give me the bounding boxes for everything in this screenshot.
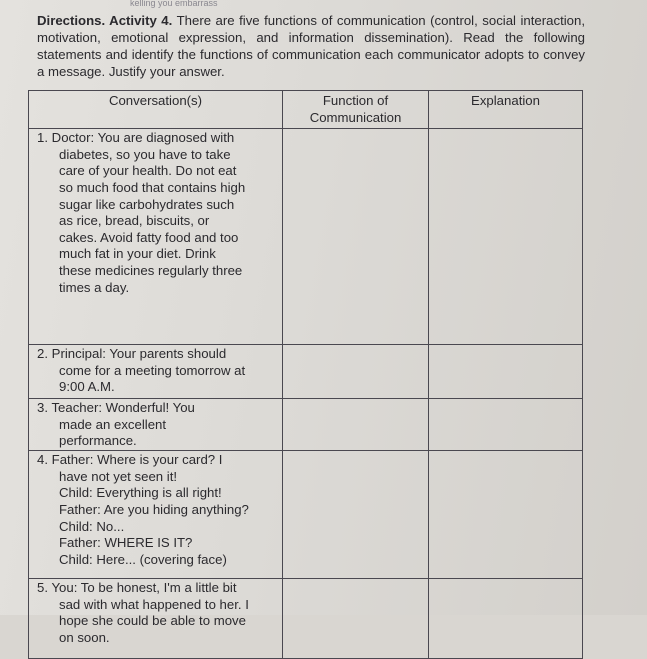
conversation-line: diabetes, so you have to take [59, 146, 231, 162]
conversation-text: Father: Where is your card? I [51, 452, 223, 468]
conversation-line: performance. [59, 433, 137, 449]
header-explanation: Explanation [429, 91, 583, 129]
item-number: 3. [37, 400, 48, 416]
conversation-first-line [37, 579, 276, 597]
table-row [29, 399, 583, 451]
activity-table [28, 90, 583, 659]
function-answer-cell[interactable] [283, 451, 429, 579]
conversation-first-line [37, 451, 276, 469]
conversation-line: 9:00 A.M. [59, 379, 115, 395]
conversation-line: sugar like carbohydrates such [59, 196, 235, 212]
conversation-line: come for a meeting tomorrow at [59, 362, 246, 378]
directions-paragraph [37, 12, 585, 80]
conversation-text: Teacher: Wonderful! You [51, 400, 195, 416]
conversation-cell [29, 451, 283, 579]
conversation-line: made an excellent [59, 416, 167, 432]
conversation-line: so much food that contains high [59, 179, 246, 195]
conversation-line: sad with what happened to her. I [59, 596, 249, 612]
conversation-first-line [37, 345, 276, 363]
item-number: 2. [37, 346, 48, 362]
item-number: 4. [37, 452, 48, 468]
conversation-text: Principal: Your parents should [51, 346, 227, 362]
table-row [29, 345, 583, 399]
table-row [29, 579, 583, 659]
function-answer-cell[interactable] [283, 399, 429, 451]
directions-text: There are five functions of communication (control, social interaction, motivation, emotional expression, and information dissemination). Read the following statements and identify the functions of communication each communicator adopts to convey a message. Justify your answer. [37, 13, 585, 79]
conversation-line: these medicines regularly three [59, 262, 243, 278]
conversation-line: hope she could be able to move [59, 613, 246, 629]
conversation-line: Father: WHERE IS IT? [59, 535, 193, 551]
explanation-answer-cell[interactable] [429, 579, 583, 659]
conversation-cell [29, 399, 283, 451]
conversation-line: Child: Here... (covering face) [59, 551, 227, 567]
table-row [29, 129, 583, 345]
conversation-line: Father: Are you hiding anything? [59, 501, 249, 517]
item-number: 5. [37, 580, 48, 596]
explanation-answer-cell[interactable] [429, 129, 583, 345]
conversation-line: as rice, bread, biscuits, or [59, 213, 210, 229]
cut-off-top-text: kelling you embarrass [130, 0, 218, 8]
table-row [29, 451, 583, 579]
conversation-line: Child: Everything is all right! [59, 485, 222, 501]
function-answer-cell[interactable] [283, 129, 429, 345]
conversation-first-line [37, 129, 276, 147]
item-number: 1. [37, 130, 48, 146]
conversation-cell [29, 129, 283, 345]
explanation-answer-cell[interactable] [429, 345, 583, 399]
header-function: Function of Communication [283, 91, 429, 129]
conversation-text: You: To be honest, I'm a little bit [51, 580, 237, 596]
function-answer-cell[interactable] [283, 579, 429, 659]
conversation-line: cakes. Avoid fatty food and too [59, 229, 239, 245]
explanation-answer-cell[interactable] [429, 399, 583, 451]
conversation-cell [29, 345, 283, 399]
conversation-text: Doctor: You are diagnosed with [51, 130, 235, 146]
conversation-line: have not yet seen it! [59, 468, 178, 484]
conversation-line: much fat in your diet. Drink [59, 246, 216, 262]
conversation-first-line [37, 399, 276, 417]
conversation-line: on soon. [59, 629, 110, 645]
explanation-answer-cell[interactable] [429, 451, 583, 579]
conversation-line: times a day. [59, 279, 130, 295]
table-header-row [29, 91, 583, 129]
directions-label: Directions. Activity 4. [37, 13, 173, 28]
conversation-line: Child: No... [59, 518, 125, 534]
function-answer-cell[interactable] [283, 345, 429, 399]
header-conversations: Conversation(s) [29, 91, 283, 129]
conversation-cell [29, 579, 283, 659]
conversation-line: care of your health. Do not eat [59, 163, 237, 179]
